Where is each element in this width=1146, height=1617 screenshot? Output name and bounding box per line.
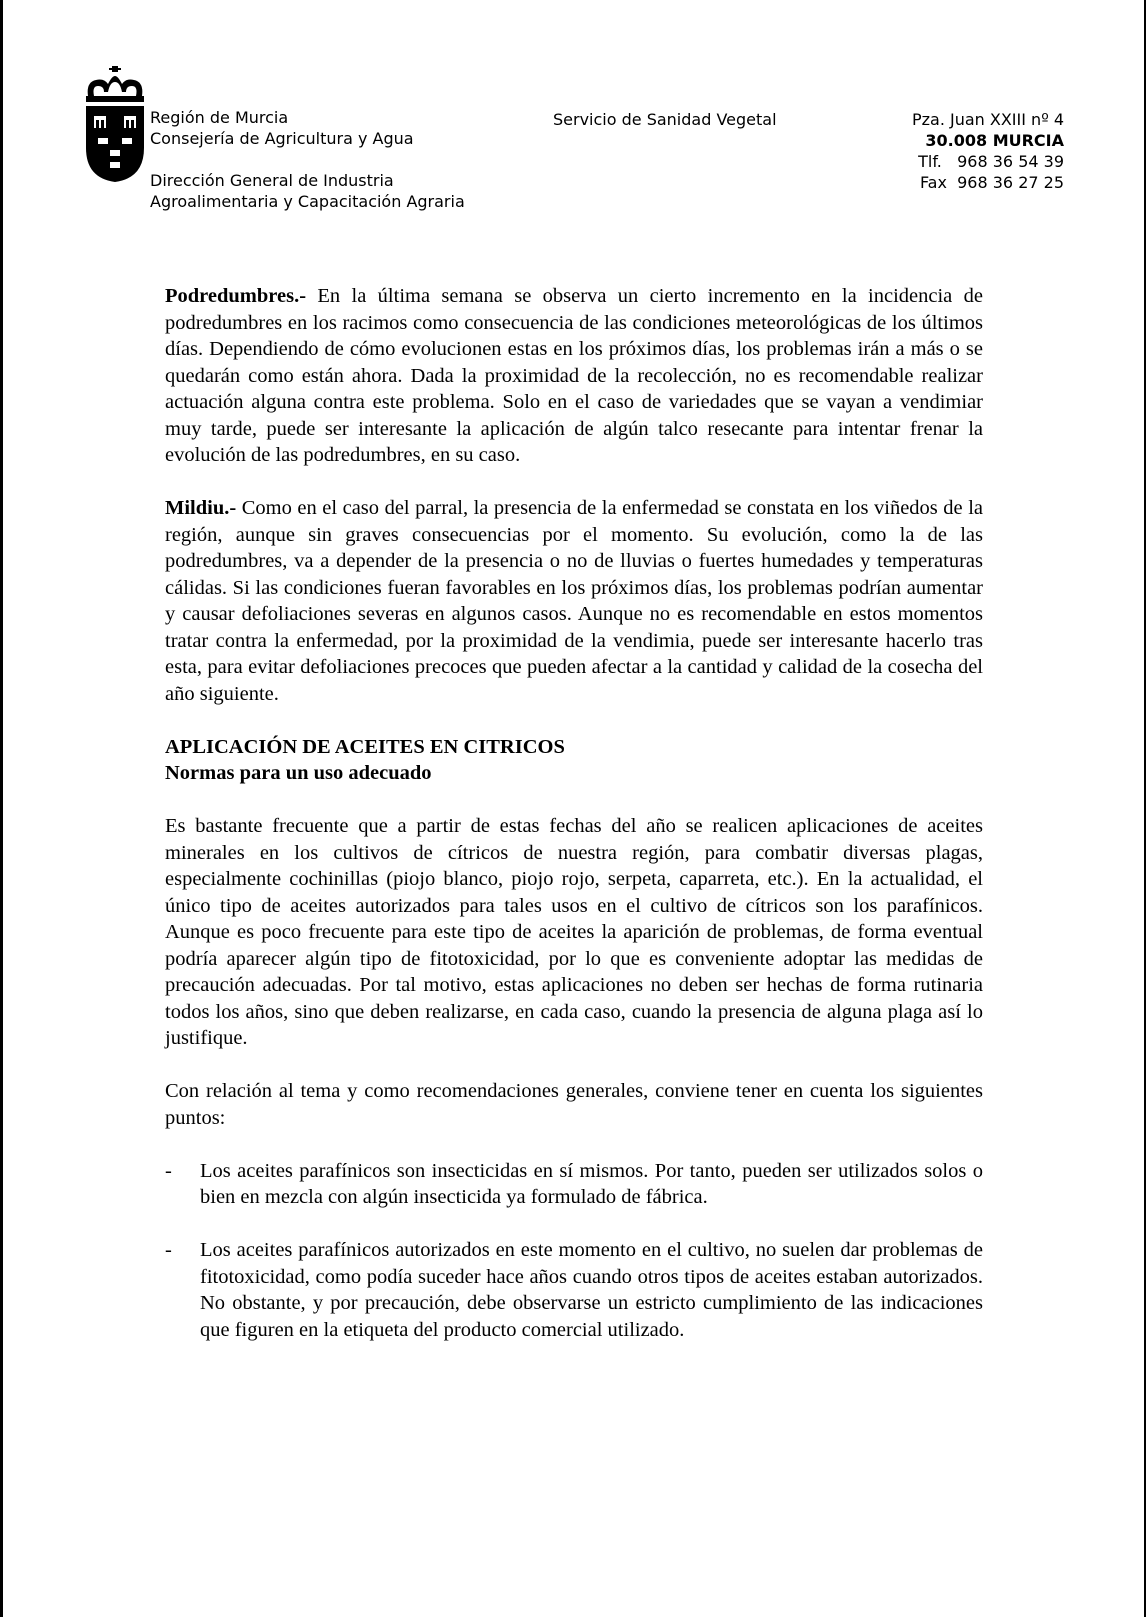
- aceites-paragraph-1: Es bastante frecuente que a partir de estas fechas del año se realicen aplicaciones de aceites minerales en los cultivos de cítricos de nuestra región, para combatir diversas plagas, especialmente cochinillas (piojo blanco, piojo rojo, serpeta, caparreta, etc.). En la actualidad, el único tipo de aceites autorizados para tales usos en el cultivo de cítricos son los parafínicos. Aunque es poco frecuente para este tipo de aceites la aparición de problemas, de forma eventual podría aparecer algún tipo de fitotoxicidad, por lo que es conveniente adoptar las medidas de precaución adecuadas. Por tal motivo, estas aplicaciones no deben ser hechas de forma rutinaria todos los años, sino que deben realizarse, en cada caso, cuando la presencia de alguna plaga así lo justifique.: [165, 815, 983, 1049]
- mildiu-title: Mildiu.-: [165, 497, 237, 519]
- podredumbres-text: En la última semana se observa un cierto incremento en la incidencia de podredumbres en los racimos como consecuencia de las condiciones meteorológicas de los últimos días. Dependiendo de cómo evolucionen estas en los próximos días, los problemas irán a más o se quedarán como están ahora. Dada la proximidad de la recolección, no es recomendable realizar actuación alguna contra este problema. Solo en el caso de variedades que se vayan a vendimiar muy tarde, puede ser interesante la aplicación de algún talco resecante para intentar frenar la evolución de las podredumbres, en su caso.: [165, 285, 983, 466]
- aceites-paragraph-2: Con relación al tema y como recomendaciones generales, conviene tener en cuenta los siguientes puntos:: [165, 1080, 983, 1129]
- letterhead: [0, 0, 1146, 230]
- dept-line-1: Dirección General de Industria: [150, 171, 394, 190]
- page-left-border: [0, 0, 3, 1617]
- region-crest-icon: [84, 66, 146, 184]
- service-name: [553, 109, 777, 130]
- address-line-2: 30.008 MURCIA: [925, 131, 1064, 150]
- bullet-marker: -: [165, 1159, 172, 1182]
- fax-line: Fax 968 36 27 25: [919, 173, 1064, 192]
- aceites-heading-block: [165, 734, 983, 787]
- list-item: [165, 1158, 983, 1211]
- mildiu-text: Como en el caso del parral, la presencia de la enfermedad se constata en los viñedos de la región, aunque sin graves consecuencias por el momento. Su evolución, como la de las podredumbres, va a depender de la presencia o no de lluvias o fuertes humedades y temperaturas cálidas. Si las condiciones fueran favorables en los próximos días, los problemas podrían aumentar y causar defoliaciones severas en algunos casos. Aunque no es recomendable en estos momentos tratar contra la enfermedad, por la proximidad de la vendimia, puede ser interesante hacerlo tras esta, para evitar defoliaciones precoces que pueden afectar a la cantidad y calidad de la cosecha del año siguiente.: [165, 497, 983, 705]
- podredumbres-paragraph: [165, 283, 983, 469]
- document-body: [165, 283, 983, 1370]
- phone-line: Tlf. 968 36 54 39: [918, 152, 1064, 171]
- aceites-heading: APLICACIÓN DE ACEITES EN CITRICOS: [165, 735, 565, 758]
- bullet-text: Los aceites parafínicos autorizados en este momento en el cultivo, no suelen dar problemas de fitotoxicidad, como podía suceder hace años cuando otros tipos de aceites estaban autorizados. No obstante, y por precaución, debe observarse un estricto cumplimiento de las indicaciones que figuren en la etiqueta del producto comercial utilizado.: [200, 1239, 983, 1341]
- service-line: Servicio de Sanidad Vegetal: [553, 110, 777, 129]
- contact-block: [820, 109, 1064, 193]
- org-line-consejeria: Consejería de Agricultura y Agua: [150, 129, 414, 148]
- dept-line-2: Agroalimentaria y Capacitación Agraria: [150, 192, 465, 211]
- list-item: [165, 1237, 983, 1343]
- podredumbres-title: Podredumbres.-: [165, 285, 307, 307]
- org-name: [150, 107, 414, 149]
- aceites-subheading: Normas para un uso adecuado: [165, 762, 432, 784]
- org-line-region: Región de Murcia: [150, 108, 289, 127]
- bullet-text: Los aceites parafínicos son insecticidas en sí mismos. Por tanto, pueden ser utilizados solos o bien en mezcla con algún insecticida ya formulado de fábrica.: [200, 1159, 983, 1208]
- address-line-1: Pza. Juan XXIII nº 4: [911, 110, 1064, 129]
- department-name: [150, 170, 465, 212]
- bullet-marker: -: [165, 1239, 172, 1261]
- mildiu-paragraph: [165, 495, 983, 707]
